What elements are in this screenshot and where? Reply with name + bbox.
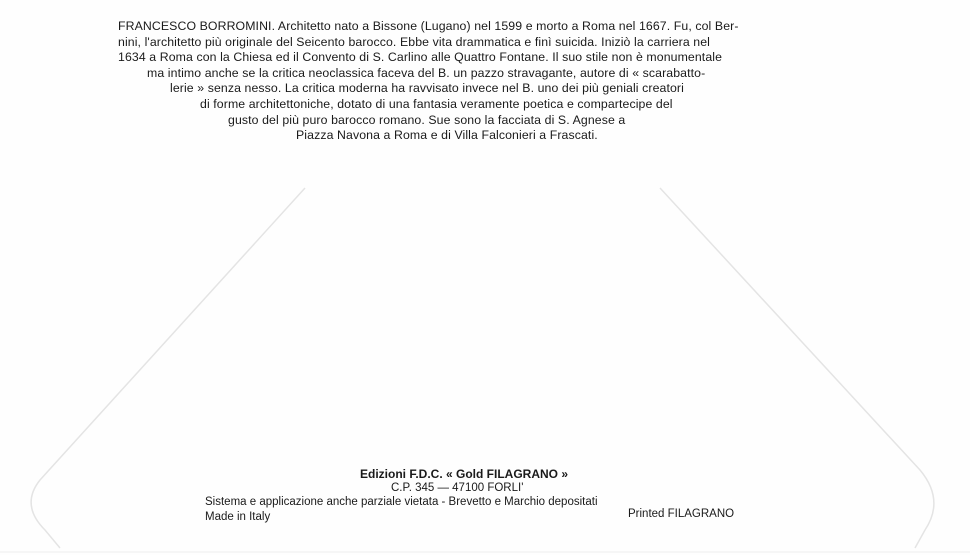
publisher-address: C.P. 345 — 47100 FORLI' bbox=[391, 482, 524, 494]
biography-line: 1634 a Roma con la Chiesa ed il Convento di S. Carlino alle Quattro Fontane. Il suo stile non è monumentale bbox=[118, 50, 723, 65]
biography-line: gusto del più puro barocco romano. Sue sono la facciata di S. Agnese a bbox=[228, 112, 626, 127]
borromini-biography bbox=[118, 19, 878, 144]
biography-line: FRANCESCO BORROMINI. Architetto nato a Bissone (Lugano) nel 1599 e morto a Roma nel 1667. Fu, col Ber- bbox=[118, 19, 739, 33]
publisher-name: Edizioni F.D.C. « Gold FILAGRANO » bbox=[360, 467, 569, 481]
biography-line: Piazza Navona a Roma e di Villa Falconieri a Frascati. bbox=[296, 128, 598, 143]
biography-line: lerie » senza nesso. La critica moderna ha ravvisato invece nel B. uno dei più geniali creatori bbox=[170, 81, 684, 96]
biography-line: nini, l'architetto più originale del Seicento barocco. Ebbe vita drammatica e finì suicida. Iniziò la carriera nel bbox=[118, 34, 711, 49]
biography-line: di forme architettoniche, dotato di una fantasia veramente poetica e compartecipe del bbox=[200, 96, 673, 111]
biography-line: ma intimo anche se la critica neoclassica faceva del B. un pazzo stravagante, autore di « scarabatto- bbox=[147, 65, 706, 80]
printed-by-label: Printed FILAGRANO bbox=[628, 508, 735, 520]
patent-notice: Sistema e applicazione anche parziale vietata - Brevetto e Marchio depositati bbox=[205, 496, 598, 508]
made-in-label: Made in Italy bbox=[205, 511, 271, 523]
